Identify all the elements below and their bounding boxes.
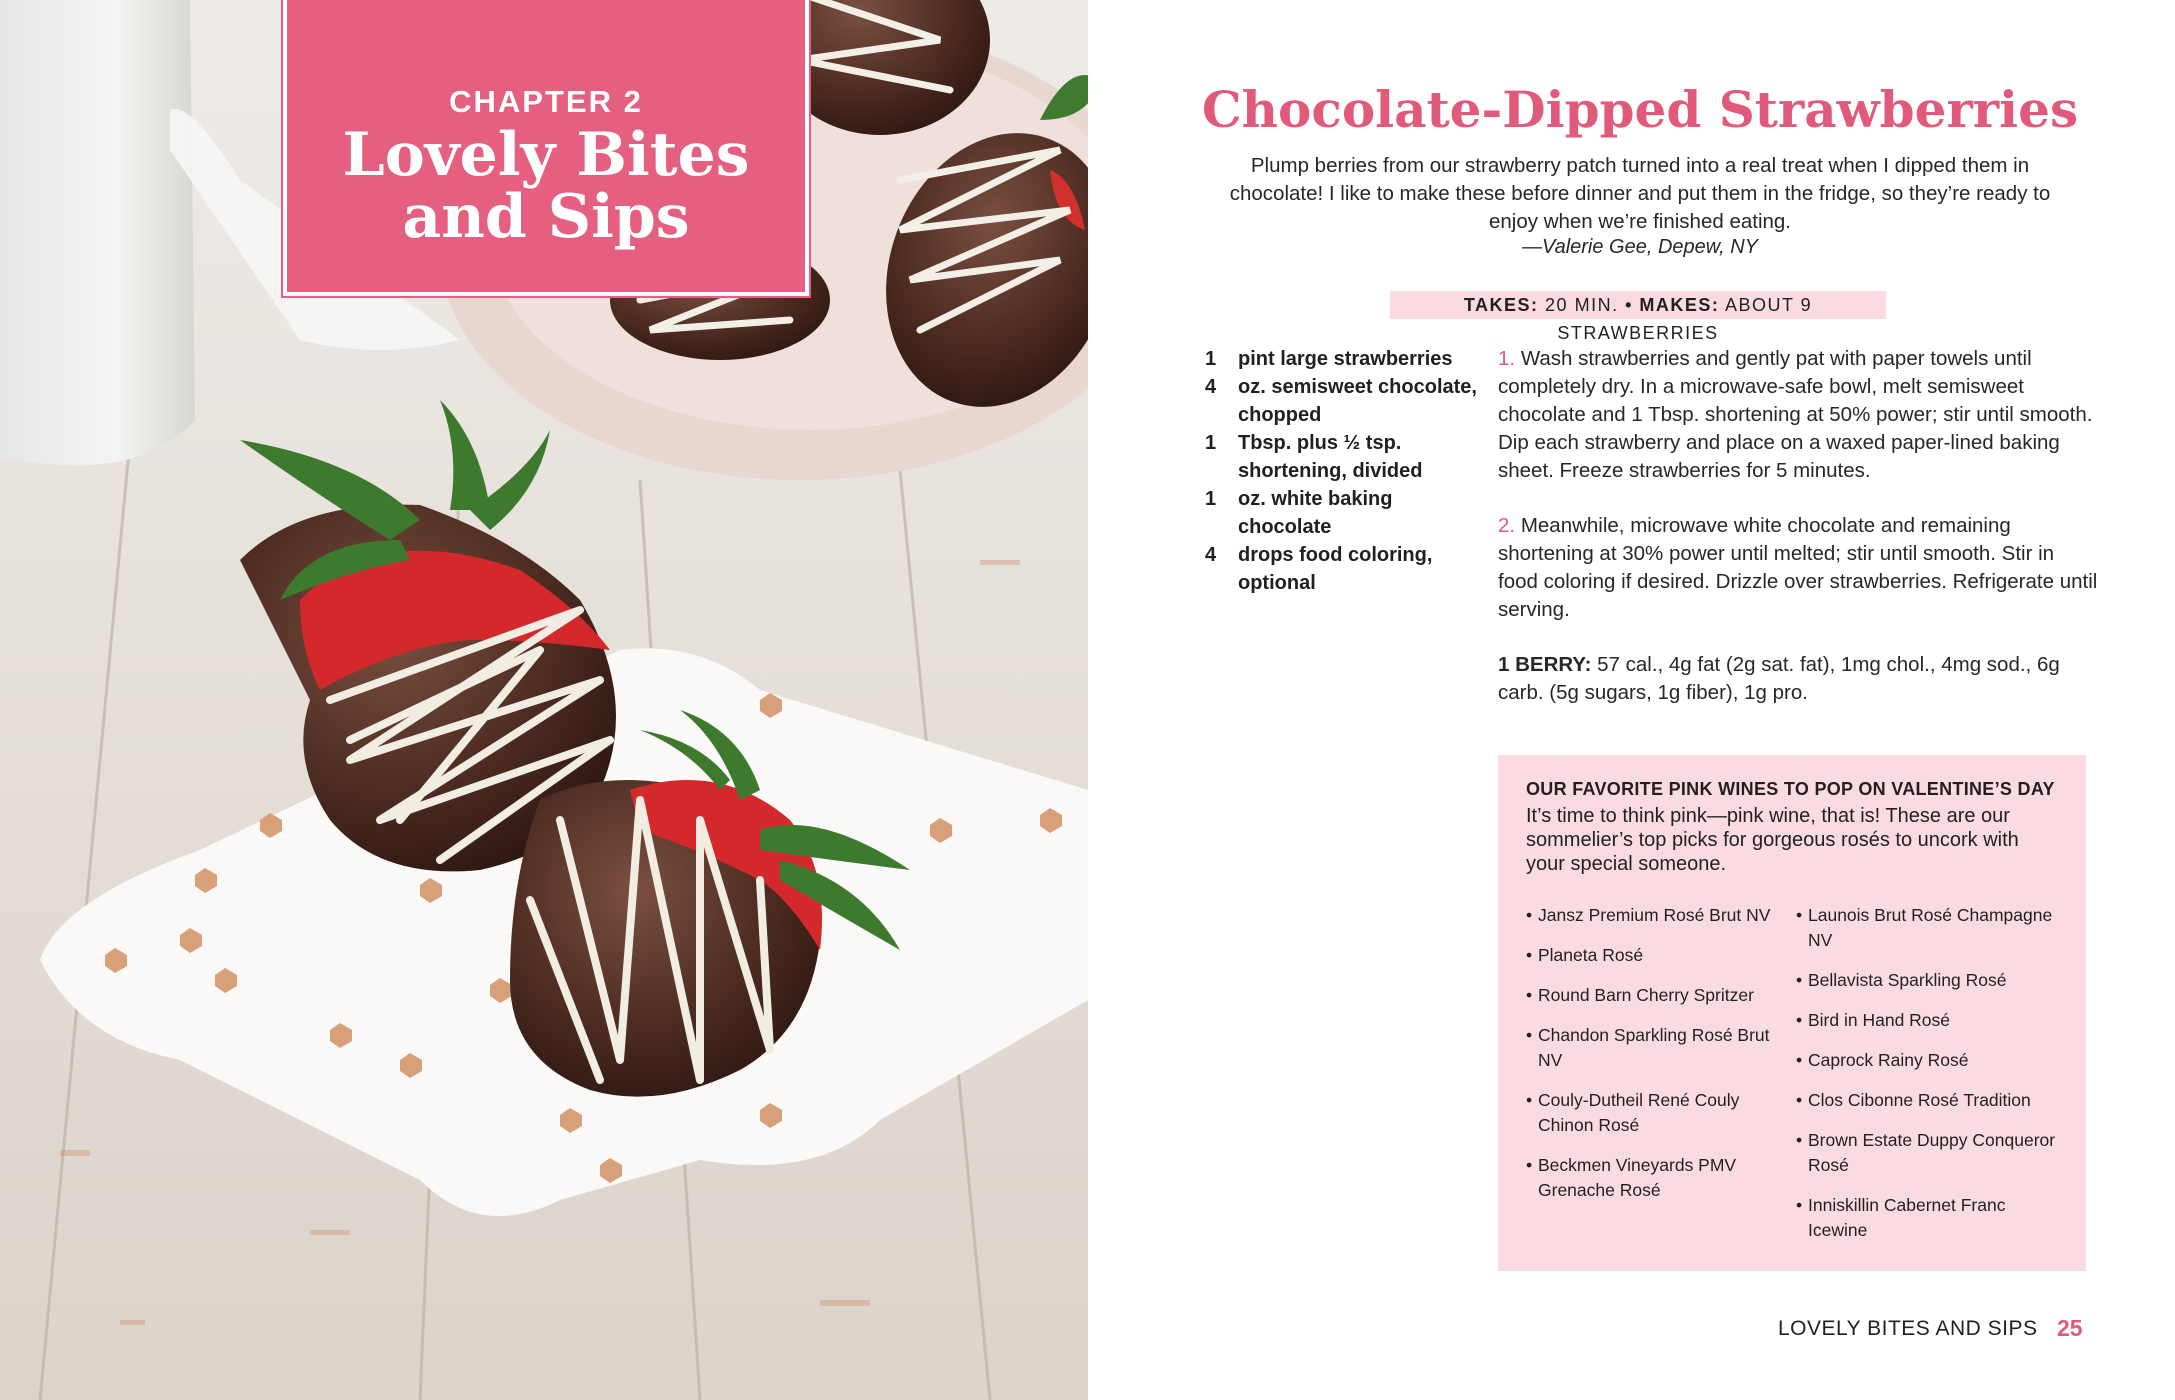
bullet: • bbox=[1796, 1195, 1803, 1215]
chapter-label: CHAPTER 2 bbox=[449, 84, 643, 119]
chapter-title bbox=[287, 120, 805, 252]
chapter-title-line-2: and Sips bbox=[402, 182, 690, 252]
recipe-steps bbox=[1498, 345, 2098, 707]
makes-label: MAKES: bbox=[1639, 295, 1720, 315]
wine-heading: OUR FAVORITE PINK WINES TO POP ON VALENTINE’S DAY bbox=[1526, 779, 2055, 799]
recipe-meta bbox=[1390, 291, 1886, 343]
ingredient-row bbox=[1205, 345, 1485, 373]
wine-name: Bird in Hand Rosé bbox=[1808, 1010, 1951, 1030]
wine-name: Round Barn Cherry Spritzer bbox=[1538, 985, 1754, 1005]
chapter-banner bbox=[283, 0, 809, 296]
step-number: 1. bbox=[1498, 347, 1516, 370]
wine-sidebar bbox=[1498, 755, 2086, 1271]
wine-name: Beckmen Vineyards PMV Grenache Rosé bbox=[1538, 1155, 1737, 1200]
list-item bbox=[1526, 1088, 1796, 1138]
bullet: • bbox=[1526, 1025, 1533, 1045]
wine-list-left bbox=[1526, 903, 1796, 1258]
ingredient-text: drops food coloring, optional bbox=[1238, 544, 1433, 594]
wine-lists bbox=[1526, 903, 2066, 1258]
wine-name: Chandon Sparkling Rosé Brut NV bbox=[1538, 1025, 1770, 1070]
ingredient-text: oz. white baking chocolate bbox=[1238, 488, 1393, 538]
bullet: • bbox=[1796, 1130, 1803, 1150]
list-item bbox=[1796, 1128, 2066, 1178]
ingredient-row bbox=[1205, 429, 1485, 485]
ingredient-qty: 4 bbox=[1205, 544, 1217, 566]
nutrition-text: 57 cal., 4g fat (2g sat. fat), 1mg chol., 4mg sod., 6g carb. (5g sugars, 1g fiber), 1g pro. bbox=[1498, 653, 2060, 704]
chapter-title-line-1: Lovely Bites bbox=[342, 120, 750, 190]
step-1 bbox=[1498, 345, 2098, 485]
wine-name: Inniskillin Cabernet Franc Icewine bbox=[1808, 1195, 2006, 1240]
ingredient-row bbox=[1205, 373, 1485, 429]
recipe-intro: Plump berries from our strawberry patch turned into a real treat when I dipped them in chocolate! I like to make these before dinner and put them in the fridge, so they’re ready to enjoy when we’re finished eating. bbox=[1229, 154, 2051, 233]
bullet: • bbox=[1796, 905, 1803, 925]
takes-label: TAKES: bbox=[1463, 295, 1539, 315]
footer-section-title: LOVELY BITES AND SIPS bbox=[1778, 1317, 2038, 1340]
bullet: • bbox=[1796, 1050, 1803, 1070]
ingredient-text: Tbsp. plus ½ tsp. shortening, divided bbox=[1238, 432, 1423, 482]
ingredient-row bbox=[1205, 541, 1485, 597]
bullet: • bbox=[1526, 1155, 1533, 1175]
nutrition-facts bbox=[1498, 651, 2098, 707]
list-item bbox=[1526, 1023, 1796, 1073]
ingredient-qty: 4 bbox=[1205, 376, 1217, 398]
wine-name: Launois Brut Rosé Champagne NV bbox=[1808, 905, 2053, 950]
list-item bbox=[1526, 983, 1796, 1008]
bullet: • bbox=[1796, 1090, 1803, 1110]
ingredient-text: pint large strawberries bbox=[1238, 348, 1453, 370]
makes-value: ABOUT 9 STRAWBERRIES bbox=[1557, 295, 1813, 343]
list-item bbox=[1526, 1153, 1796, 1203]
ingredient-qty: 1 bbox=[1205, 348, 1217, 370]
bullet: • bbox=[1526, 945, 1533, 965]
ingredient-row bbox=[1205, 485, 1485, 541]
step-2 bbox=[1498, 512, 2098, 624]
ingredient-qty: 1 bbox=[1205, 432, 1217, 454]
bullet: • bbox=[1526, 985, 1533, 1005]
wine-name: Couly-Dutheil René Couly Chinon Rosé bbox=[1538, 1090, 1740, 1135]
list-item bbox=[1796, 968, 2066, 993]
bullet: • bbox=[1526, 1090, 1533, 1110]
wine-name: Brown Estate Duppy Conqueror Rosé bbox=[1808, 1130, 2056, 1175]
wine-name: Jansz Premium Rosé Brut NV bbox=[1538, 905, 1771, 925]
ingredient-text: oz. semisweet chocolate, chopped bbox=[1238, 376, 1477, 426]
step-text: Wash strawberries and gently pat with paper towels until completely dry. In a microwave-safe bowl, melt semisweet chocolate and 1 Tbsp. shortening at 50% power; stir until smooth. Dip each strawberry and place on a waxed paper-lined baking sheet. Freeze strawberries for 5 minutes. bbox=[1498, 347, 2093, 482]
meta-separator: • bbox=[1625, 295, 1633, 315]
step-number: 2. bbox=[1498, 514, 1516, 537]
recipe-title: Chocolate-Dipped Strawberries bbox=[1201, 80, 2079, 139]
recipe-byline: —Valerie Gee, Depew, NY bbox=[1521, 236, 1759, 258]
list-item bbox=[1526, 903, 1796, 928]
nutrition-label: 1 BERRY: bbox=[1498, 653, 1592, 676]
wine-intro: It’s time to think pink—pink wine, that is! These are our sommelier’s top picks for gorgeous rosés to uncork with your special someone. bbox=[1526, 805, 2019, 875]
bullet: • bbox=[1526, 905, 1533, 925]
ingredient-qty: 1 bbox=[1205, 488, 1217, 510]
wine-name: Clos Cibonne Rosé Tradition bbox=[1808, 1090, 2031, 1110]
list-item bbox=[1796, 1193, 2066, 1243]
bullet: • bbox=[1796, 970, 1803, 990]
takes-value: 20 MIN. bbox=[1545, 295, 1619, 315]
wine-name: Planeta Rosé bbox=[1538, 945, 1644, 965]
list-item bbox=[1796, 1008, 2066, 1033]
wine-name: Caprock Rainy Rosé bbox=[1808, 1050, 1969, 1070]
step-text: Meanwhile, microwave white chocolate and remaining shortening at 30% power until melted; stir until smooth. Stir in food coloring if desired. Drizzle over strawberries. Refrigerate until serving. bbox=[1498, 514, 2098, 621]
list-item bbox=[1526, 943, 1796, 968]
list-item bbox=[1796, 1048, 2066, 1073]
list-item bbox=[1796, 1088, 2066, 1113]
list-item bbox=[1796, 903, 2066, 953]
wine-name: Bellavista Sparkling Rosé bbox=[1808, 970, 2007, 990]
page-number: 25 bbox=[2057, 1315, 2083, 1341]
bullet: • bbox=[1796, 1010, 1803, 1030]
ingredients-list bbox=[1205, 345, 1485, 597]
wine-list-right bbox=[1796, 903, 2066, 1258]
